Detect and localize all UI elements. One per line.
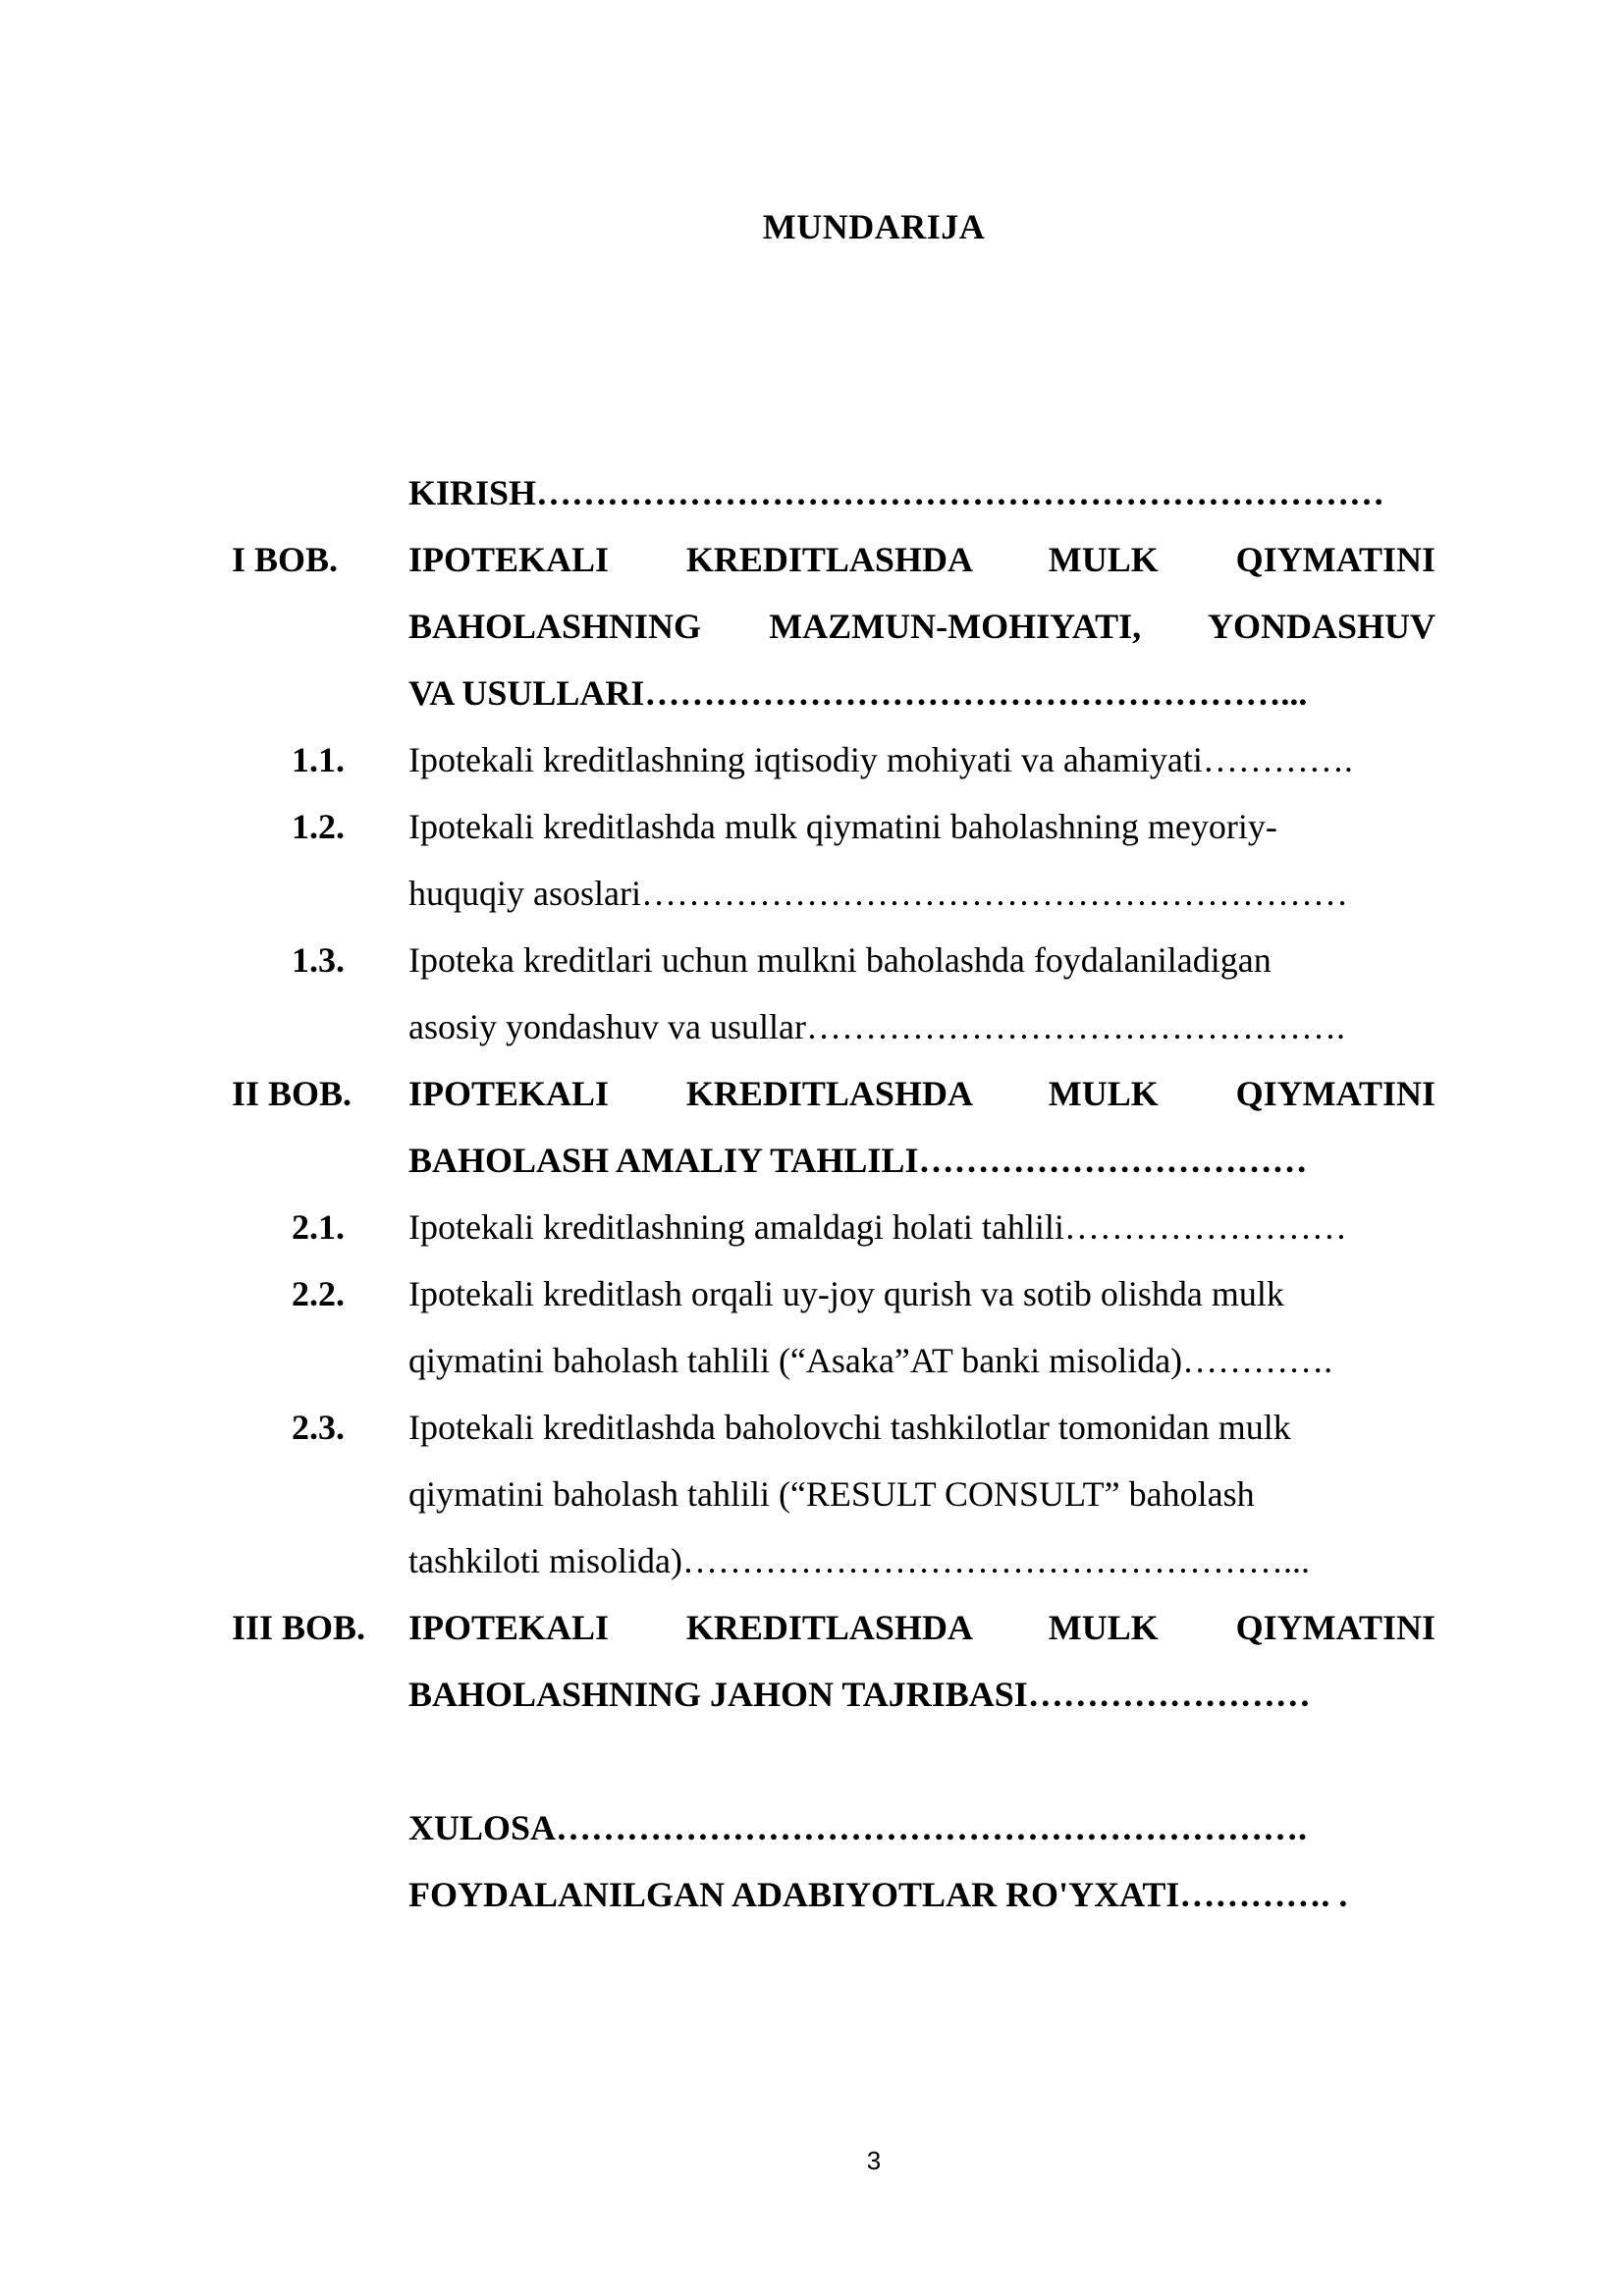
toc-chapter-label: III BOB. xyxy=(232,1608,366,1647)
toc-chapter-title-line: VA USULLARI………………………………………………... xyxy=(408,673,1308,713)
toc-chapter-title-line: BAHOLASHNING JAHON TAJRIBASI…………………… xyxy=(408,1675,1311,1714)
toc-section-1-2 xyxy=(228,793,1435,927)
toc-section-title-line: qiymatini baholash tahlili (“RESULT CONSULT” baholash xyxy=(408,1474,1255,1514)
toc-section-2-2 xyxy=(228,1260,1435,1394)
toc-entry-text: FOYDALANILGAN ADABIYOTLAR RO'YXATI…………. . xyxy=(408,1875,1348,1914)
toc-section-title-line: Ipotekali kreditlash orqali uy-joy qurish va sotib olishda mulk xyxy=(408,1274,1284,1313)
toc-section-number: 2.3. xyxy=(292,1408,345,1447)
toc-section-number: 1.3. xyxy=(292,940,345,980)
toc-section-1-1 xyxy=(228,726,1435,793)
toc-chapter-1 xyxy=(228,526,1435,726)
toc-chapter-title-line: IPOTEKALI KREDITLASHDA MULK QIYMATINI xyxy=(408,540,1435,579)
toc-section-1-3 xyxy=(228,927,1435,1060)
toc-chapter-label: II BOB. xyxy=(232,1074,352,1113)
toc-chapter-2 xyxy=(228,1060,1435,1194)
toc-chapter-title-line: BAHOLASH AMALIY TAHLILI…………………………… xyxy=(408,1141,1308,1180)
toc-chapter-3 xyxy=(228,1594,1435,1728)
toc-entry-text: KIRISH……………………………………………………………… xyxy=(408,473,1385,512)
toc-section-title-line: Ipotekali kreditlashda baholovchi tashkilotlar tomonidan mulk xyxy=(408,1408,1291,1447)
toc-section-title-line: Ipotekali kreditlashning iqtisodiy mohiyati va ahamiyati…………. xyxy=(408,740,1353,779)
toc-section-title-line: tashkiloti misolida)……………………………………………... xyxy=(408,1541,1310,1580)
toc-section-number: 2.1. xyxy=(292,1207,345,1247)
toc-section-title-line: qiymatini baholash tahlili (“Asaka”AT banki misolida)…………. xyxy=(408,1341,1333,1380)
toc-chapter-title-line: IPOTEKALI KREDITLASHDA MULK QIYMATINI xyxy=(408,1608,1435,1647)
toc-section-2-1 xyxy=(228,1194,1435,1260)
toc-entry-references xyxy=(228,1861,1435,1928)
toc-section-number: 2.2. xyxy=(292,1274,345,1313)
toc-section-title-line: Ipotekali kreditlashning amaldagi holati tahlili…………………… xyxy=(408,1207,1347,1247)
toc-entry-xulosa xyxy=(228,1794,1435,1861)
toc-entry-kirish xyxy=(228,459,1435,526)
toc-section-title-line: Ipoteka kreditlari uchun mulkni baholashda foydalaniladigan xyxy=(408,940,1272,980)
toc-section-number: 1.2. xyxy=(292,807,345,846)
toc-section-2-3 xyxy=(228,1394,1435,1594)
toc-section-title-line: asosiy yondashuv va usullar………………………………………. xyxy=(408,1007,1345,1046)
toc-section-title-line: huquqiy asoslari…………………………………………………… xyxy=(408,874,1348,913)
toc-chapter-label: I BOB. xyxy=(232,540,339,579)
toc-chapter-title-line: BAHOLASHNING MAZMUN-MOHIYATI, YONDASHUV xyxy=(408,607,1435,646)
page-number: 3 xyxy=(866,2146,882,2175)
table-of-contents xyxy=(228,459,1435,1928)
toc-section-title-line: Ipotekali kreditlashda mulk qiymatini baholashning meyoriy- xyxy=(408,807,1277,846)
toc-entry-text: XULOSA………………………………………………………. xyxy=(408,1808,1308,1847)
page-title: MUNDARIJA xyxy=(762,207,986,246)
spacer xyxy=(228,1728,1435,1794)
toc-chapter-title-line: IPOTEKALI KREDITLASHDA MULK QIYMATINI xyxy=(408,1074,1435,1113)
toc-section-number: 1.1. xyxy=(292,740,345,779)
